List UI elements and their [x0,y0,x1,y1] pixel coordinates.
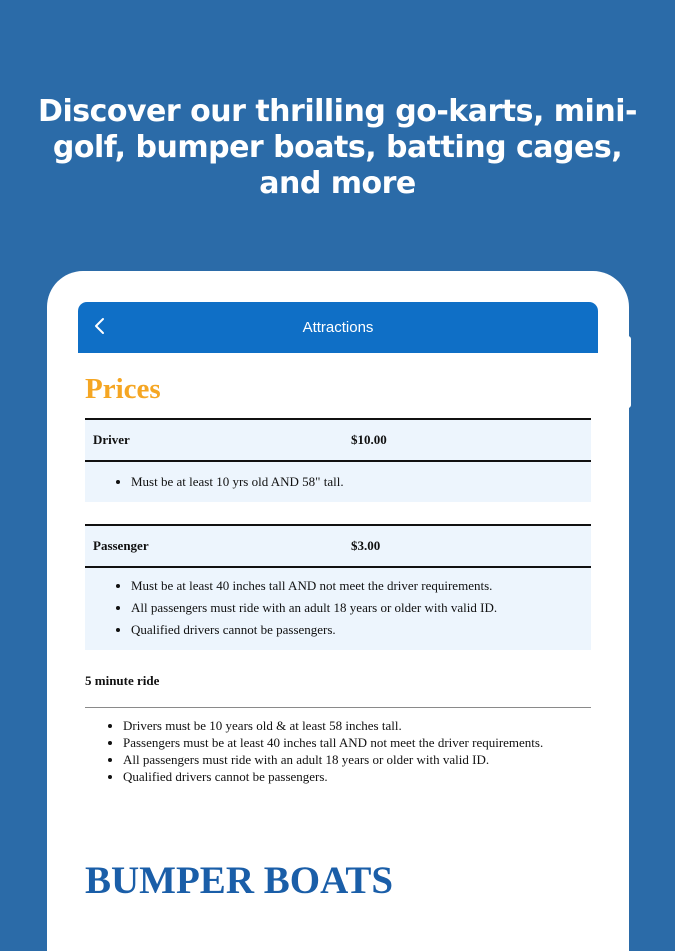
price-row-label: Passenger [93,538,149,553]
list-item: • Drivers must be 10 years old & at least 58 inches tall. [123,717,573,734]
list-item: • Must be at least 40 inches tall AND not meet the driver requirements. [131,575,591,597]
list-item: • Must be at least 10 yrs old AND 58" tall. [131,471,591,493]
promo-headline [0,94,675,202]
app-bar [78,302,598,353]
passenger-notes [85,568,591,650]
price-row-value: $3.00 [351,538,381,553]
list-item: • All passengers must ride with an adult 18 years or older with valid ID. [123,751,573,768]
ride-rules-list [85,717,573,785]
device-side-button [626,336,631,408]
driver-notes [85,462,591,502]
list-item: • Qualified drivers cannot be passengers. [131,619,591,641]
prices-heading: Prices [85,373,161,405]
bumper-boats-heading: BUMPER BOATS [85,859,394,902]
headline-line-1: Discover our thrilling go-karts, mini- [38,94,637,129]
price-row-driver [85,418,591,462]
divider [85,707,591,708]
app-bar-title: Attractions [302,319,374,336]
list-item: • Passengers must be at least 40 inches tall AND not meet the driver requirements. [123,734,573,751]
ride-duration-heading: 5 minute ride [85,673,160,688]
price-row-value: $10.00 [351,432,387,447]
price-row-label: Driver [93,432,130,447]
price-row-passenger [85,524,591,568]
headline-line-3: and more [259,166,416,201]
list-item: • All passengers must ride with an adult 18 years or older with valid ID. [131,597,591,619]
headline-line-2: golf, bumper boats, batting cages, [52,130,623,165]
list-item: • Qualified drivers cannot be passengers. [123,768,573,785]
